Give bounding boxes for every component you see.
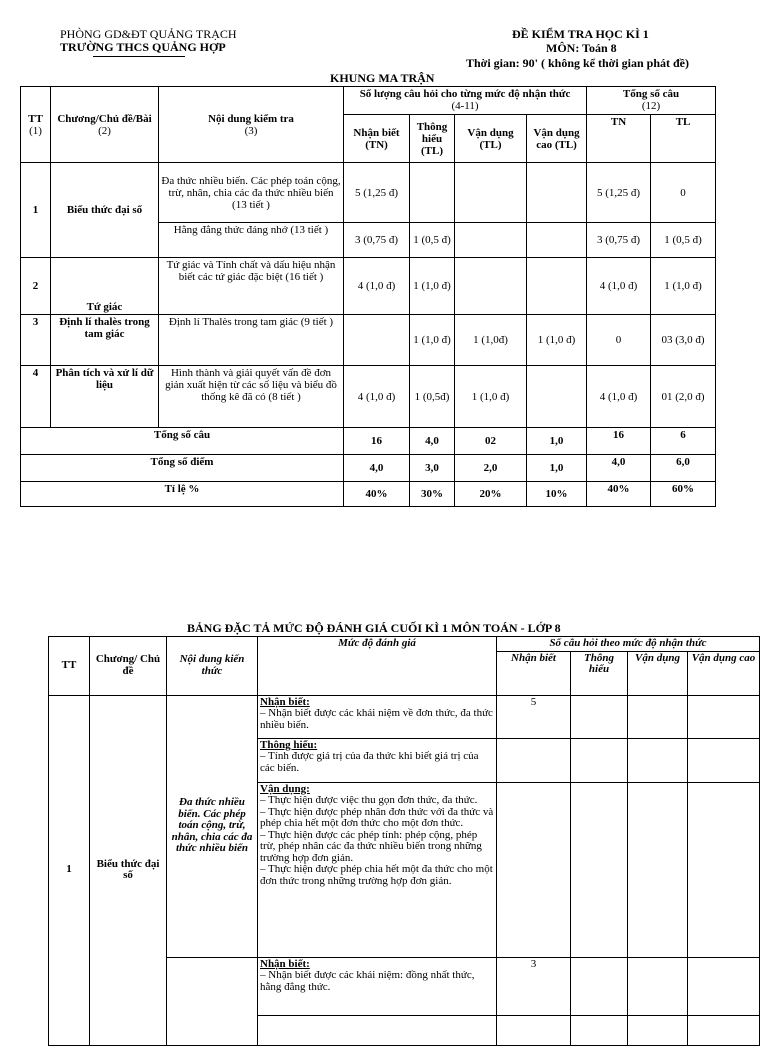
spec-cell-content — [167, 957, 258, 1045]
cell-vdc: 1 (1,0 đ) — [527, 315, 587, 366]
cell-tt: 1 — [21, 163, 51, 258]
spec-col-vdc: Vận dụng cao — [688, 651, 760, 695]
exam-time: Thời gian: 90' ( không kể thời gian phát đề) — [466, 56, 690, 70]
spec-col-th: Thông hiểu — [571, 651, 628, 695]
spec-col-content: Nội dung kiến thức — [167, 637, 258, 696]
table-row — [49, 695, 760, 738]
total-tn: 40% — [587, 482, 651, 507]
cell-th — [410, 163, 455, 223]
total-vd: 02 — [455, 428, 527, 455]
totals-row — [21, 482, 716, 507]
cell-vd — [455, 223, 527, 258]
spec-col-nb: Nhận biết — [497, 651, 571, 695]
col-chapter: Chương/Chủ đề/Bài (2) — [51, 87, 159, 163]
total-th: 3,0 — [410, 455, 455, 482]
total-th: 4,0 — [410, 428, 455, 455]
cell-th: 1 (0,5 đ) — [410, 223, 455, 258]
table-row — [21, 258, 716, 315]
col-vdc: Vận dụng cao (TL) — [527, 115, 587, 163]
totals-row — [21, 455, 716, 482]
cell-content: Hằng đẳng thức đáng nhớ (13 tiết ) — [159, 223, 344, 258]
spec-cell-vd — [628, 957, 688, 1015]
cell-vd — [455, 258, 527, 315]
spec-col-tt: TT — [49, 637, 90, 696]
cell-chapter: Biểu thức đại số — [51, 163, 159, 258]
spec-table — [48, 636, 760, 1046]
spec-cell-th — [571, 738, 628, 782]
cell-tl: 1 (0,5 đ) — [651, 223, 716, 258]
total-tl: 6 — [651, 428, 716, 455]
cell-th: 1 (1,0 đ) — [410, 315, 455, 366]
cell-tl: 1 (1,0 đ) — [651, 258, 716, 315]
cell-content: Đa thức nhiều biến. Các phép toán cộng, trừ, nhân, chia các đa thức nhiều biến (13 tiết ) — [159, 163, 344, 223]
total-label: Tổng số câu — [21, 428, 344, 455]
cell-tn: 5 (1,25 đ) — [587, 163, 651, 223]
spec-cell-th — [571, 695, 628, 738]
matrix-table — [20, 86, 716, 507]
cell-vd — [455, 163, 527, 223]
cell-nb: 4 (1,0 đ) — [344, 366, 410, 428]
cell-tt: 2 — [21, 258, 51, 315]
cell-chapter: Phân tích và xử lí dữ liệu — [51, 366, 159, 428]
cell-th: 1 (1,0 đ) — [410, 258, 455, 315]
cell-content: Định lí Thalès trong tam giác (9 tiết ) — [159, 315, 344, 366]
spec-cell-th — [571, 1015, 628, 1045]
cell-vdc — [527, 223, 587, 258]
matrix-title: KHUNG MA TRẬN — [330, 71, 435, 85]
total-tn: 16 — [587, 428, 651, 455]
table-row — [21, 315, 716, 366]
cell-tl: 0 — [651, 163, 716, 223]
cell-vdc — [527, 366, 587, 428]
spec-cell-nb: 5 — [497, 695, 571, 738]
col-tt: TT (1) — [21, 87, 51, 163]
total-nb: 16 — [344, 428, 410, 455]
cell-tn: 3 (0,75 đ) — [587, 223, 651, 258]
school-underline — [93, 56, 185, 57]
cell-th: 1 (0,5đ) — [410, 366, 455, 428]
spec-cell-th — [571, 782, 628, 957]
cell-vd: 1 (1,0 đ) — [455, 366, 527, 428]
cell-nb: 5 (1,25 đ) — [344, 163, 410, 223]
spec-cell-vdc — [688, 695, 760, 738]
total-vdc: 1,0 — [527, 455, 587, 482]
cell-nb — [344, 315, 410, 366]
cell-tl: 03 (3,0 đ) — [651, 315, 716, 366]
cell-content: Tứ giác và Tính chất và dấu hiệu nhận biết các tứ giác đặc biệt (16 tiết ) — [159, 258, 344, 315]
spec-col-chapter: Chương/ Chủ đề — [90, 637, 167, 696]
cell-tl: 01 (2,0 đ) — [651, 366, 716, 428]
table-row — [21, 366, 716, 428]
spec-cell-nb — [497, 1015, 571, 1045]
total-vd: 20% — [455, 482, 527, 507]
spec-cell-vdc — [688, 1015, 760, 1045]
cell-tn: 4 (1,0 đ) — [587, 366, 651, 428]
cell-tn: 0 — [587, 315, 651, 366]
total-nb: 40% — [344, 482, 410, 507]
cell-vd: 1 (1,0đ) — [455, 315, 527, 366]
col-content: Nội dung kiểm tra (3) — [159, 87, 344, 163]
spec-cell-level: Nhận biết: – Nhận biết được các khái niệm về đơn thức, đa thức nhiều biến. — [258, 695, 497, 738]
exam-title: ĐỀ KIỂM TRA HỌC KÌ 1 — [512, 27, 649, 41]
total-vdc: 1,0 — [527, 428, 587, 455]
total-tl: 60% — [651, 482, 716, 507]
spec-cell-nb — [497, 782, 571, 957]
col-tl: TL — [651, 115, 716, 163]
spec-cell-tt: 1 — [49, 695, 90, 1045]
total-tl: 6,0 — [651, 455, 716, 482]
col-th: Thông hiểu (TL) — [410, 115, 455, 163]
cell-chapter: Định lí thalès trong tam giác — [51, 315, 159, 366]
school-name: TRƯỜNG THCS QUẢNG HỢP — [60, 40, 226, 54]
spec-cell-vdc — [688, 738, 760, 782]
spec-cell-level: Nhận biết: – Nhận biết được các khái niệm: đồng nhất thức, hằng đẳng thức. — [258, 957, 497, 1015]
spec-col-count: Số câu hỏi theo mức độ nhận thức — [497, 637, 760, 652]
total-vd: 2,0 — [455, 455, 527, 482]
spec-cell-vd — [628, 1015, 688, 1045]
totals-row — [21, 428, 716, 455]
col-nb: Nhận biết (TN) — [344, 115, 410, 163]
col-total: Tổng số câu (12) — [587, 87, 716, 115]
spec-cell-nb: 3 — [497, 957, 571, 1015]
department-name: PHÒNG GD&ĐT QUẢNG TRẠCH — [60, 27, 237, 41]
spec-cell-chapter: Biểu thức đại số — [90, 695, 167, 1045]
cell-vdc — [527, 258, 587, 315]
spec-col-level: Mức độ đánh giá — [258, 637, 497, 696]
spec-cell-nb — [497, 738, 571, 782]
col-tn: TN — [587, 115, 651, 163]
cell-nb: 3 (0,75 đ) — [344, 223, 410, 258]
total-vdc: 10% — [527, 482, 587, 507]
spec-col-vd: Vận dụng — [628, 651, 688, 695]
spec-cell-vdc — [688, 957, 760, 1015]
spec-cell-vd — [628, 782, 688, 957]
col-vd: Vận dụng (TL) — [455, 115, 527, 163]
cell-tt: 4 — [21, 366, 51, 428]
total-label: Tổng số điểm — [21, 455, 344, 482]
exam-subject: MÔN: Toán 8 — [546, 41, 617, 55]
spec-cell-level: Vận dụng: – Thực hiện được việc thu gọn đơn thức, đa thức. – Thực hiện được phép nhân đơn thức với đa thức và phép chia hết một đơn thức cho một đơn thức. – Thực hiện được các phép tính: phép cộng, phép trừ, phép nhân các đa thức nhiều biến trong những trường hợp đơn giản. – Thực hiện được phép chia hết một đa thức cho một đơn thức trong những trường hợp đơn giản. — [258, 782, 497, 957]
total-th: 30% — [410, 482, 455, 507]
col-levels: Số lượng câu hỏi cho từng mức độ nhận thức (4-11) — [344, 87, 587, 115]
spec-cell-level — [258, 1015, 497, 1045]
spec-cell-level: Thông hiểu: – Tính được giá trị của đa thức khi biết giá trị của các biến. — [258, 738, 497, 782]
spec-cell-vd — [628, 738, 688, 782]
cell-content: Hình thành và giải quyết vấn đề đơn giản xuất hiện từ các số liệu và biểu đồ thống kê đã có (8 tiết ) — [159, 366, 344, 428]
spec-title: BẢNG ĐẶC TẢ MỨC ĐỘ ĐÁNH GIÁ CUỐI KÌ 1 MÔN TOÁN - LỚP 8 — [187, 621, 561, 635]
spec-cell-vdc — [688, 782, 760, 957]
total-label: Tỉ lệ % — [21, 482, 344, 507]
total-nb: 4,0 — [344, 455, 410, 482]
cell-nb: 4 (1,0 đ) — [344, 258, 410, 315]
spec-cell-content: Đa thức nhiều biến. Các phép toán cộng, trừ, nhân, chia các đa thức nhiều biến — [167, 695, 258, 957]
cell-tn: 4 (1,0 đ) — [587, 258, 651, 315]
table-row — [21, 163, 716, 223]
cell-tt: 3 — [21, 315, 51, 366]
spec-cell-th — [571, 957, 628, 1015]
spec-cell-vd — [628, 695, 688, 738]
cell-chapter: Tứ giác — [51, 258, 159, 315]
total-tn: 4,0 — [587, 455, 651, 482]
cell-vdc — [527, 163, 587, 223]
